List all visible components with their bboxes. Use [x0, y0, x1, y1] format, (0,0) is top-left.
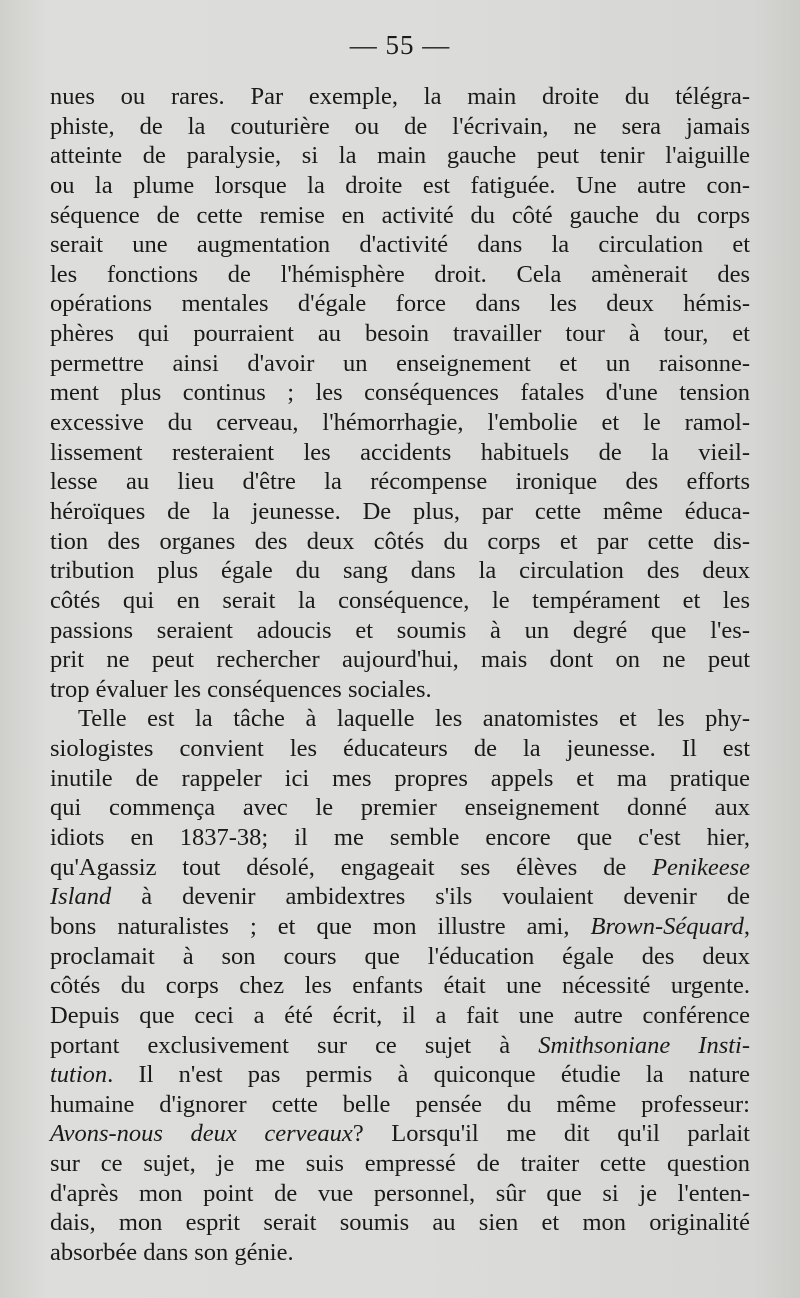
text-line — [50, 1090, 750, 1120]
text-line — [50, 349, 750, 379]
text-line — [50, 1238, 750, 1268]
line-text: inutile de rappeler ici mes propres appels et ma pratique — [50, 764, 750, 792]
line-text: ou la plume lorsque la droite est fatiguée. Une autre con- — [50, 171, 750, 199]
line-text: qu'Agassiz tout désolé, engageait ses élèves de — [50, 853, 653, 881]
line-text: portant exclusivement sur ce sujet à — [50, 1031, 539, 1059]
line-text: sur ce sujet, je me suis empressé de traiter cette question — [50, 1150, 750, 1178]
text-line — [50, 704, 750, 734]
line-text: tribution plus égale du sang dans la circulation des deux — [50, 557, 750, 585]
line-text: , — [743, 912, 750, 940]
line-text: ? Lorsqu'il me dit qu'il parlait — [352, 1120, 750, 1148]
text-line — [50, 823, 750, 853]
text-line — [50, 1060, 750, 1090]
text-line — [50, 675, 750, 705]
italic-text: tution — [50, 1061, 108, 1089]
text-line — [50, 942, 750, 972]
line-text: qui commença avec le premier enseignement donné aux — [50, 794, 750, 822]
italic-text: Island — [50, 883, 112, 911]
line-text: à devenir ambidextres s'ils voulaient devenir de — [111, 883, 750, 911]
line-text: Depuis que ceci a été écrit, il a fait une autre conférence — [50, 1001, 750, 1029]
line-text: côtés qui en serait la conséquence, le tempérament et les — [50, 586, 750, 614]
text-line — [50, 616, 750, 646]
text-line — [50, 1031, 750, 1061]
line-text: séquence de cette remise en activité du côté gauche du corps — [50, 201, 750, 229]
line-text: atteinte de paralysie, si la main gauche peut tenir l'aiguille — [50, 142, 750, 170]
text-line — [50, 201, 750, 231]
line-text: Telle est la tâche à laquelle les anatomistes et les phy- — [78, 705, 750, 733]
line-text: permettre ainsi d'avoir un enseignement et un raisonne- — [50, 349, 750, 377]
line-text: siologistes convient les éducateurs de la jeunesse. Il est — [50, 735, 750, 763]
line-text: serait une augmentation d'activité dans la circulation et — [50, 231, 750, 259]
line-text: héroïques de la jeunesse. De plus, par cette même éduca- — [50, 497, 750, 525]
line-text: ment plus continus ; les conséquences fatales d'une tension — [50, 379, 750, 407]
text-line — [50, 171, 750, 201]
italic-text: Penikeese — [652, 853, 750, 881]
body-text — [50, 82, 750, 1268]
text-line — [50, 1001, 750, 1031]
text-line — [50, 734, 750, 764]
text-line — [50, 764, 750, 794]
italic-text: Brown-Séquard — [590, 912, 744, 940]
text-line — [50, 260, 750, 290]
text-line — [50, 882, 750, 912]
line-text: prit ne peut rechercher aujourd'hui, mais dont on ne peut — [50, 646, 750, 674]
italic-text: Avons-nous deux cerveaux — [50, 1120, 353, 1148]
text-line — [50, 319, 750, 349]
text-line — [50, 645, 750, 675]
text-line — [50, 527, 750, 557]
text-line — [50, 289, 750, 319]
line-text: dais, mon esprit serait soumis au sien et mon originalité — [50, 1209, 750, 1237]
text-line — [50, 378, 750, 408]
line-text: lesse au lieu d'être la récompense ironique des efforts — [50, 468, 750, 496]
line-text: lissement resteraient les accidents habituels de la vieil- — [50, 438, 750, 466]
text-line — [50, 586, 750, 616]
line-text: tion des organes des deux côtés du corps et par cette dis- — [50, 527, 750, 555]
text-line — [50, 1179, 750, 1209]
text-line — [50, 112, 750, 142]
line-text: côtés du corps chez les enfants était une nécessité urgente. — [50, 972, 750, 1000]
text-line — [50, 141, 750, 171]
line-text: excessive du cerveau, l'hémorrhagie, l'embolie et le ramol- — [50, 409, 750, 437]
text-line — [50, 912, 750, 942]
text-line — [50, 230, 750, 260]
text-line — [50, 1208, 750, 1238]
text-line — [50, 408, 750, 438]
line-text: idiots en 1837-38; il me semble encore que c'est hier, — [50, 824, 750, 852]
text-line — [50, 793, 750, 823]
line-text: trop évaluer les conséquences sociales. — [50, 675, 432, 703]
line-text: absorbée dans son génie. — [50, 1238, 294, 1266]
line-text: humaine d'ignorer cette belle pensée du même professeur: — [50, 1090, 750, 1118]
line-text: nues ou rares. Par exemple, la main droite du télégra- — [50, 83, 750, 110]
line-text: . Il n'est pas permis à quiconque étudie la nature — [107, 1061, 750, 1089]
line-text: bons naturalistes ; et que mon illustre ami, — [50, 912, 591, 940]
page-number: — 55 — — [349, 30, 451, 60]
line-text: opérations mentales d'égale force dans les deux hémis- — [50, 290, 750, 318]
line-text: d'après mon point de vue personnel, sûr que si je l'enten- — [50, 1179, 750, 1207]
line-text: proclamait à son cours que l'éducation égale des deux — [50, 942, 750, 970]
text-line — [50, 853, 750, 883]
text-line — [50, 467, 750, 497]
text-line — [50, 82, 750, 112]
italic-text: Smithsoniane Insti- — [538, 1031, 750, 1059]
text-line — [50, 1119, 750, 1149]
text-line — [50, 1149, 750, 1179]
line-text: passions seraient adoucis et soumis à un degré que l'es- — [50, 616, 750, 644]
text-line — [50, 971, 750, 1001]
line-text: les fonctions de l'hémisphère droit. Cela amènerait des — [50, 260, 750, 288]
text-line — [50, 438, 750, 468]
line-text: phères qui pourraient au besoin travailler tour à tour, et — [50, 320, 750, 348]
text-line — [50, 497, 750, 527]
text-line — [50, 556, 750, 586]
line-text: phiste, de la couturière ou de l'écrivain, ne sera jamais — [50, 112, 750, 140]
